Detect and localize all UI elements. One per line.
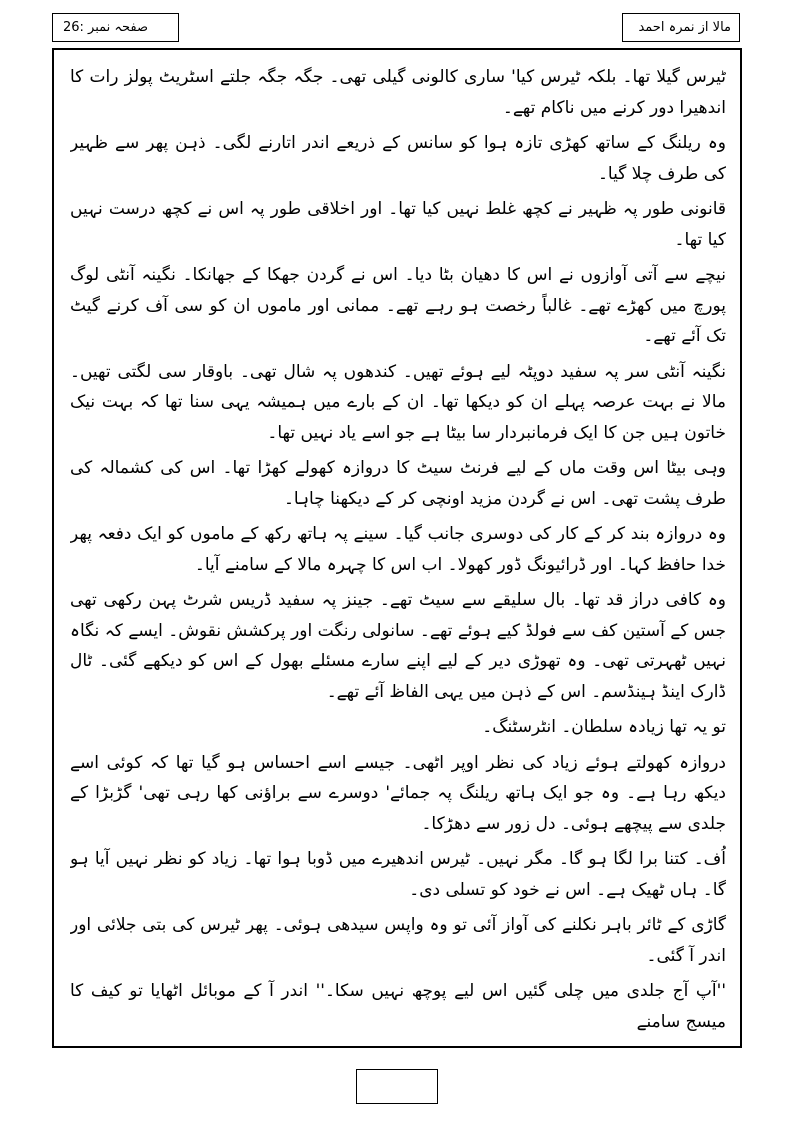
story-text [70,62,726,1047]
paragraph: نگینہ آنٹی سر پہ سفید دوپٹہ لیے ہوئے تھیں۔ کندھوں پہ شال تھی۔ باوقار سی لگتی تھیں۔ مالا نے بہت عرصہ پہلے ان کو دیکھا تھا۔ ان کے بارے میں ہمیشہ یہی سنا تھا کہ بہت نیک خاتون ہیں جن کا ایک فرمانبردار سا بیٹا ہے جو اسے یاد نہیں تھا۔ [70,361,726,443]
author-box [622,13,740,42]
paragraph: گاڑی کے ٹائر باہر نکلنے کی آواز آئی تو وہ واپس سیدھی ہوئی۔ پھر ٹیرس کی بتی جلائی اور اندر آ گئی۔ [70,915,726,966]
paragraph: تو یہ تھا زیادہ سلطان۔ انٹرسٹنگ۔ [482,717,726,737]
paragraph: نیچے سے آتی آوازوں نے اس کا دھیان بٹا دیا۔ اس نے گردن جھکا کے جھانکا۔ نگینہ آنٹی لوگ پورچ میں کھڑے تھے۔ غالباً رخصت ہو رہے تھے۔ ممانی اور ماموں ان کو سی آف کرنے گیٹ تک آئے تھے۔ [70,265,726,346]
page-number: صفحہ نمبر :26 [63,20,149,35]
paragraph: دروازہ کھولتے ہوئے زیاد کی نظر اوپر اٹھی۔ جیسے اسے احساس ہو گیا تھا کہ کوئی اسے دیکھ رہا ہے۔ وہ جو ایک ہاتھ ریلنگ پہ جمائے' دوسرے سے براؤنی کھا رہی تھی' گڑبڑا کے جلدی سے پیچھے ہوئی۔ دل زور سے دھڑکا۔ [70,752,726,834]
paragraph: ''آپ آج جلدی میں چلی گئیں اس لیے پوچھ نہیں سکا۔'' اندر آ کے موبائل اٹھایا تو کیف کا میسج سامنے [70,981,726,1032]
paragraph: وہ دروازہ بند کر کے کار کی دوسری جانب گیا۔ سینے پہ ہاتھ رکھ کے ماموں کو ایک دفعہ پھر خدا حافظ کہا۔ اور ڈرائیونگ ڈور کھولا۔ اب اس کا چہرہ مالا کے سامنے آیا۔ [70,524,726,575]
paragraph: ٹیرس گیلا تھا۔ بلکہ ٹیرس کیا' ساری کالونی گیلی تھی۔ جگہ جگہ جلتے اسٹریٹ پولز رات کا اندھیرا دور کرنے میں ناکام تھے۔ [70,67,726,118]
paragraph: اُف۔ کتنا برا لگا ہو گا۔ مگر نہیں۔ ٹیرس اندھیرے میں ڈوبا ہوا تھا۔ زیاد کو نظر نہیں آیا ہو گا۔ ہاں ٹھیک ہے۔ اس نے خود کو تسلی دی۔ [70,849,726,900]
paragraph: قانونی طور پہ ظہیر نے کچھ غلط نہیں کیا تھا۔ اور اخلاقی طور پہ اس نے کچھ درست نہیں کیا تھا۔ [70,199,726,250]
book-author: مالا از نمرہ احمد [638,20,731,35]
paragraph: وہ کافی دراز قد تھا۔ بال سلیقے سے سیٹ تھے۔ جینز پہ سفید ڈریس شرٹ پہن رکھی تھی جس کے آستین کف سے فولڈ کیے ہوئے تھے۔ سانولی رنگت اور پرکشش نقوش۔ ایسے کہ نگاہ نہیں ٹھہرتی تھی۔ وہ تھوڑی دیر کے لیے اپنے سارے مسئلے بھول کے اس کو دیکھے گئی۔ ٹال ڈارک اینڈ ہینڈسم۔ اس کے ذہن میں یہی الفاظ آئے تھے۔ [70,590,726,702]
paragraph: وہی بیٹا اس وقت ماں کے لیے فرنٹ سیٹ کا دروازہ کھولے کھڑا تھا۔ اس کی کشمالہ کی طرف پشت تھی۔ اس نے گردن مزید اونچی کر کے دیکھنا چاہا۔ [70,458,726,509]
paragraph: وہ ریلنگ کے ساتھ کھڑی تازہ ہوا کو سانس کے ذریعے اندر اتارنے لگی۔ ذہن پھر سے ظہیر کی طرف چلا گیا۔ [70,133,726,184]
page-number-box [52,13,179,42]
footer-box [356,1069,438,1104]
